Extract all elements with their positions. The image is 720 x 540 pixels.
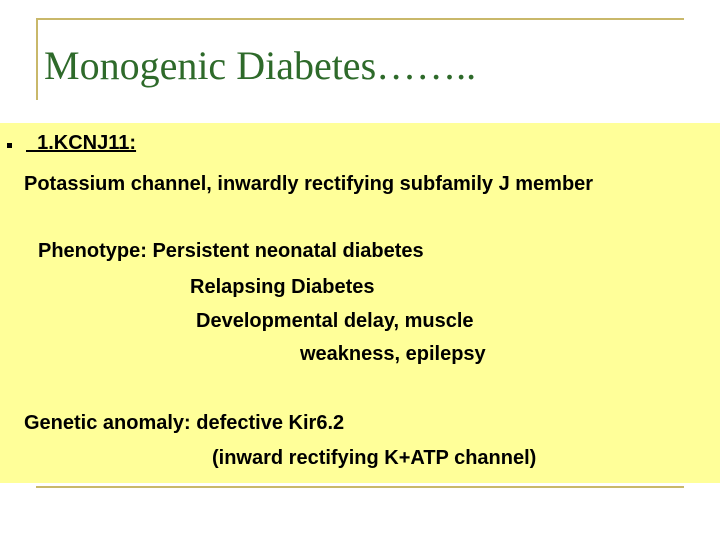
genetic-anomaly-label: Genetic anomaly: defective Kir6.2: [24, 412, 345, 434]
bottom-rule: [36, 486, 684, 488]
gene-description: Potassium channel, inwardly rectifying subfamily J member: [24, 173, 594, 195]
genetic-anomaly-detail: (inward rectifying K+ATP channel): [212, 447, 537, 469]
slide-title: Monogenic Diabetes……..: [44, 43, 477, 88]
phenotype-label: Phenotype: Persistent neonatal diabetes: [38, 240, 424, 262]
phenotype-item: Developmental delay, muscle: [196, 310, 474, 332]
left-rule: [36, 18, 38, 100]
gene-heading: 1.KCNJ11:: [26, 132, 137, 154]
phenotype-item: weakness, epilepsy: [300, 343, 486, 365]
top-rule: [36, 18, 684, 20]
bullet-marker: [7, 143, 12, 148]
phenotype-item: Relapsing Diabetes: [190, 276, 375, 298]
